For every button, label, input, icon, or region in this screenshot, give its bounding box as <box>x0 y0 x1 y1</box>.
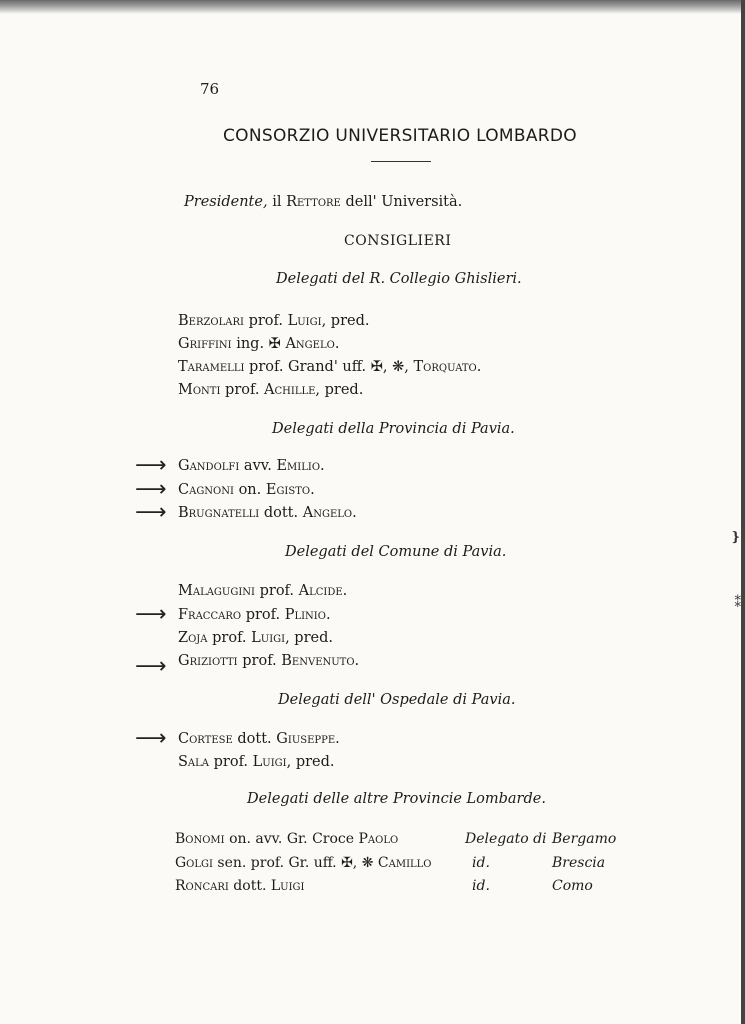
member-row: Sala prof. Luigi, pred. <box>178 754 335 770</box>
handwritten-arrow-icon: ⟶ <box>135 500 167 525</box>
title-rule <box>371 161 431 162</box>
binding-mark: ⁑ <box>734 596 741 611</box>
president-label: Presidente, <box>184 194 268 210</box>
section-title-altre: Delegati delle altre Provincie Lombarde. <box>247 791 546 807</box>
president-line <box>184 194 462 210</box>
member-row: Brugnatelli dott. Angelo. <box>178 505 357 521</box>
handwritten-arrow-icon: ⟶ <box>135 602 167 627</box>
president-rest: dell' Università. <box>345 194 463 210</box>
member-row: Gandolfi avv. Emilio. <box>178 458 325 474</box>
member-row: Monti prof. Achille, pred. <box>178 382 364 398</box>
consiglieri-heading: CONSIGLIERI <box>344 233 452 249</box>
president-name: Rettore <box>286 194 341 210</box>
scan-right-edge <box>741 0 745 1024</box>
president-il: il <box>272 194 282 210</box>
section-title-ospedale: Delegati dell' Ospedale di Pavia. <box>278 692 516 708</box>
page-title: CONSORZIO UNIVERSITARIO LOMBARDO <box>223 126 577 146</box>
handwritten-arrow-icon: ⟶ <box>135 726 167 751</box>
page-number: 76 <box>200 80 220 98</box>
handwritten-arrow-icon: ⟶ <box>135 453 167 478</box>
member-row: Griffini ing. ✠ Angelo. <box>178 336 340 352</box>
binding-mark: ❵ <box>730 530 741 545</box>
member-row: Cortese dott. Giuseppe. <box>178 731 340 747</box>
member-row: Fraccaro prof. Plinio. <box>178 607 331 623</box>
section-title-provincia: Delegati della Provincia di Pavia. <box>272 421 515 437</box>
member-row: Zoja prof. Luigi, pred. <box>178 630 333 646</box>
member-row: Malagugini prof. Alcide. <box>178 583 348 599</box>
handwritten-arrow-icon: ⟶ <box>135 654 167 679</box>
section-title-ghislieri: Delegati del R. Collegio Ghislieri. <box>276 271 522 287</box>
member-row: Cagnoni on. Egisto. <box>178 482 315 498</box>
member-row: Berzolari prof. Luigi, pred. <box>178 313 370 329</box>
member-row: Taramelli prof. Grand' uff. ✠, ❋, Torquato. <box>178 359 482 375</box>
scan-top-edge <box>0 0 745 14</box>
handwritten-arrow-icon: ⟶ <box>135 477 167 502</box>
member-row: Griziotti prof. Benvenuto. <box>178 653 360 669</box>
section-title-comune: Delegati del Comune di Pavia. <box>285 544 507 560</box>
